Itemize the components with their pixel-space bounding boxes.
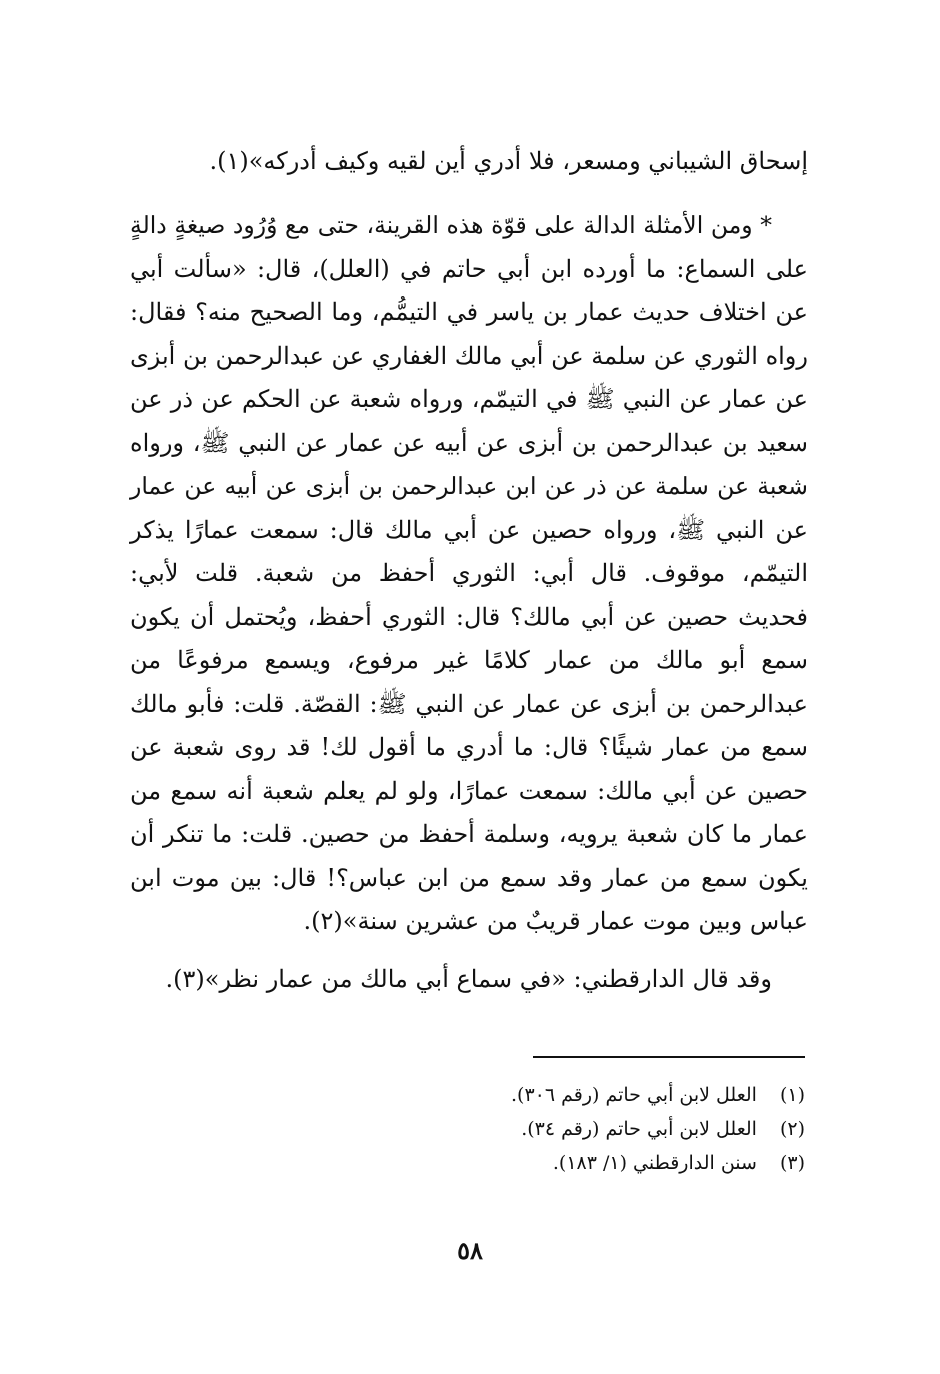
text-line: عن النبي ﷺ، ورواه حصين عن أبي مالك قال: سمعت عمارًا يذكر bbox=[130, 515, 808, 544]
footnote-separator bbox=[533, 1056, 805, 1058]
text-line: وقد قال الدارقطني: «في سماع أبي مالك من عمار نظر»(٣). bbox=[165, 965, 772, 993]
text-line: حصين عن أبي مالك: سمعت عمارًا، ولو لم يعلم شعبة أنه سمع من bbox=[130, 776, 808, 805]
text-line: شعبة عن سلمة عن ذر عن ابن عبدالرحمن بن أبزى عن أبيه عن عمار bbox=[130, 472, 808, 500]
footnote-item bbox=[205, 1078, 805, 1112]
footnote-item bbox=[205, 1146, 805, 1180]
text-line: عن اختلاف حديث عمار بن ياسر في التيمُّم، وما الصحيح منه؟ فقال: bbox=[130, 298, 808, 326]
text-line: سعيد بن عبدالرحمن بن أبزى عن أبيه عن عمار عن النبي ﷺ، ورواه bbox=[130, 428, 808, 457]
footnotes bbox=[205, 1078, 805, 1180]
text-line: * ومن الأمثلة الدالة على قوّة هذه القرينة، حتى مع وُرُود صيغةٍ دالةٍ bbox=[130, 211, 772, 239]
paragraph-ilal-example bbox=[130, 204, 808, 944]
text-line: سمع من عمار شيئًا؟ قال: ما أدري ما أقول لك! قد روى شعبة عن bbox=[130, 733, 808, 761]
text-line: التيمّم، موقوف. قال أبي: الثوري أحفظ من شعبة. قلت لأبي: bbox=[130, 559, 808, 587]
footnote-text: العلل لابن أبي حاتم (رقم ٣٤). bbox=[521, 1118, 757, 1140]
footnote-number: (٣) bbox=[779, 1152, 805, 1174]
footnote-text: العلل لابن أبي حاتم (رقم ٣٠٦). bbox=[510, 1084, 757, 1106]
text-line: إسحاق الشيباني ومسعر، فلا أدري أين لقيه وكيف أدركه»(١). bbox=[209, 147, 808, 175]
page-number: ٥٨ bbox=[457, 1236, 483, 1265]
footnote-text: سنن الدارقطني (١/ ١٨٣). bbox=[552, 1152, 757, 1174]
footnote-item bbox=[205, 1112, 805, 1146]
text-line: فحديث حصين عن أبي مالك؟ قال: الثوري أحفظ، ويُحتمل أن يكون bbox=[130, 602, 808, 631]
footnote-number: (٢) bbox=[779, 1118, 805, 1140]
text-line: عبدالرحمن بن أبزى عن عمار عن النبي ﷺ: القصّة. قلت: فأبو مالك bbox=[130, 689, 809, 718]
footnote-number: (١) bbox=[779, 1084, 805, 1106]
text-line: رواه الثوري عن سلمة عن أبي مالك الغفاري عن عبدالرحمن بن أبزى bbox=[129, 341, 808, 370]
paragraph-continuation bbox=[130, 140, 808, 184]
text-line: سمع أبو مالك من عمار كلامًا غير مرفوع، ويسمع مرفوعًا من bbox=[130, 646, 808, 674]
text-line: عمار ما كان شعبة يرويه، وسلمة أحفظ من حصين. قلت: ما تنكر أن bbox=[130, 820, 808, 848]
paragraph-daraqutni bbox=[130, 958, 808, 1002]
text-line: يكون سمع من عمار وقد سمع من ابن عباس؟! قال: بين موت ابن bbox=[130, 863, 808, 892]
text-line: عن عمار عن النبي ﷺ في التيمّم، ورواه شعبة عن الحكم عن ذر عن bbox=[130, 385, 808, 413]
text-line: على السماع: ما أورده ابن أبي حاتم في (العلل)، قال: «سألت أبي bbox=[130, 254, 808, 283]
text-line: عباس وبين موت عمار قريبٌ من عشرين سنة»(٢). bbox=[303, 907, 808, 935]
